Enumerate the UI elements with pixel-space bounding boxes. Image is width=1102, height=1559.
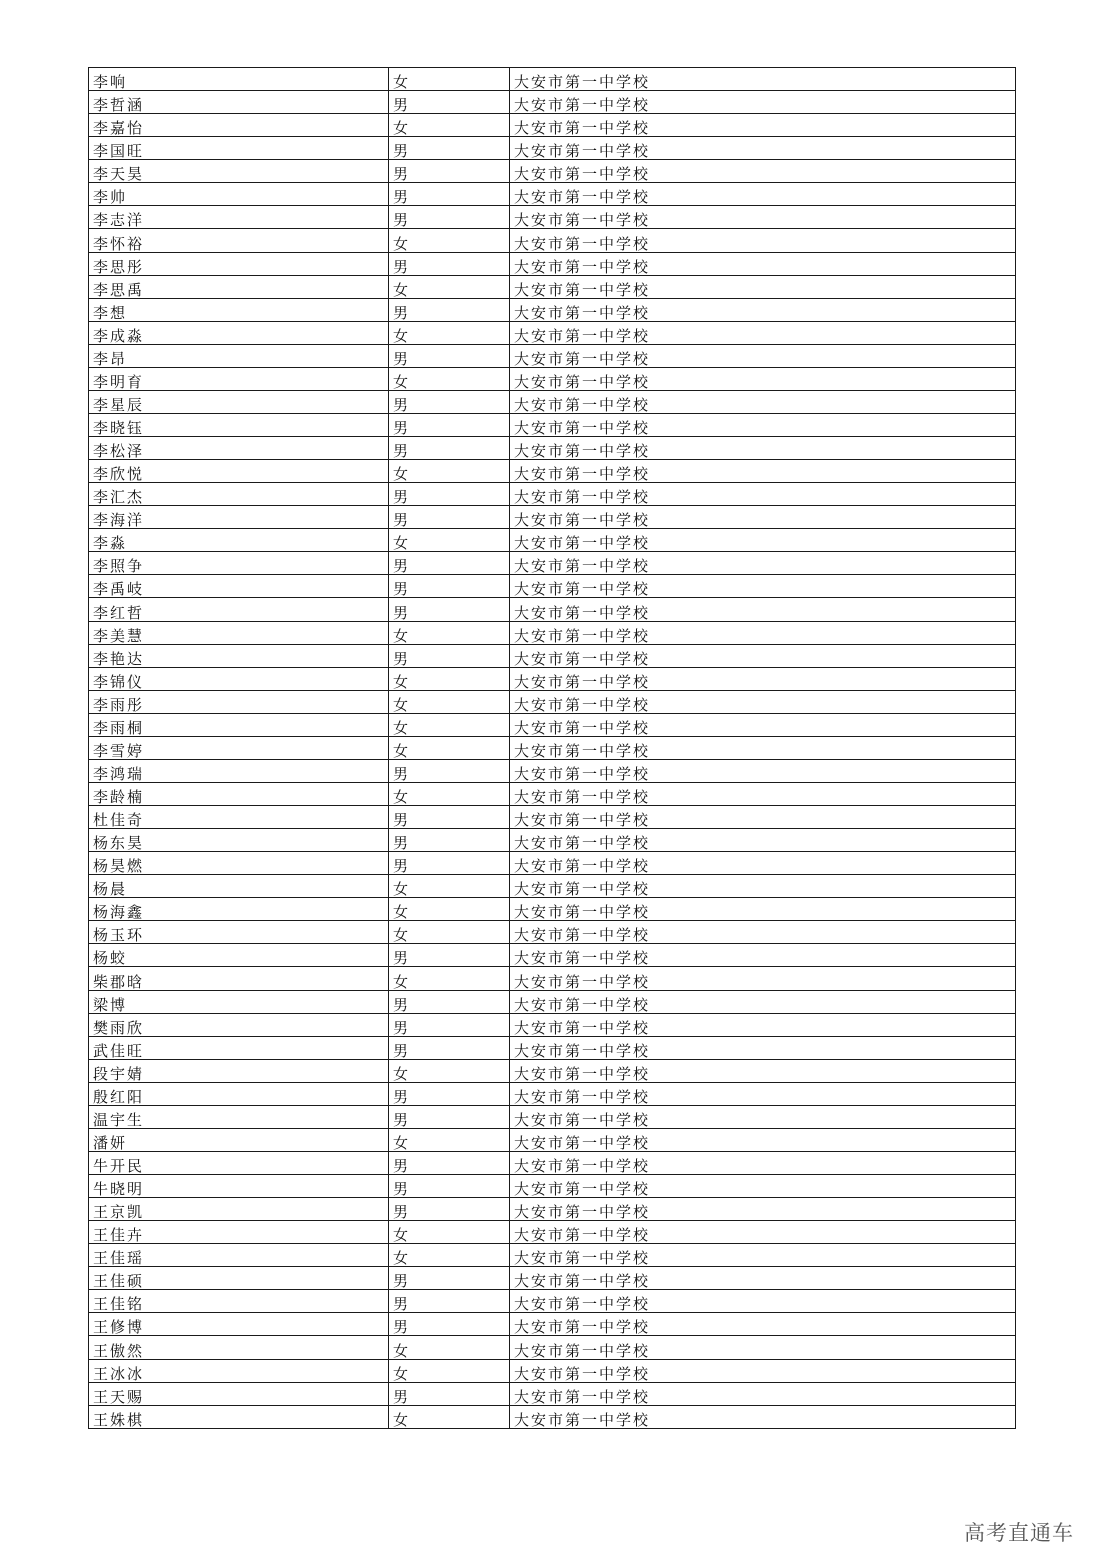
- student-name-cell: 武佳旺: [89, 1036, 389, 1059]
- student-school-cell: 大安市第一中学校: [510, 575, 1016, 598]
- student-name-cell: 温宇生: [89, 1105, 389, 1128]
- student-gender-cell: 男: [389, 91, 510, 114]
- student-name-cell: 杨蛟: [89, 944, 389, 967]
- table-row: [89, 1405, 1016, 1428]
- student-gender-cell: 女: [389, 875, 510, 898]
- student-name-cell: 李嘉怡: [89, 114, 389, 137]
- student-school-cell: 大安市第一中学校: [510, 713, 1016, 736]
- student-school-cell: 大安市第一中学校: [510, 114, 1016, 137]
- table-row: [89, 275, 1016, 298]
- student-name-cell: 李雨桐: [89, 713, 389, 736]
- student-school-cell: 大安市第一中学校: [510, 875, 1016, 898]
- student-name-cell: 杨昊燃: [89, 852, 389, 875]
- student-school-cell: 大安市第一中学校: [510, 1359, 1016, 1382]
- student-name-cell: 李哲涵: [89, 91, 389, 114]
- table-row: [89, 713, 1016, 736]
- student-school-cell: 大安市第一中学校: [510, 759, 1016, 782]
- student-school-cell: 大安市第一中学校: [510, 1128, 1016, 1151]
- student-name-cell: 李明育: [89, 367, 389, 390]
- student-name-cell: 李锦仪: [89, 667, 389, 690]
- table-row: [89, 644, 1016, 667]
- student-name-cell: 李昂: [89, 344, 389, 367]
- table-row: [89, 137, 1016, 160]
- student-name-cell: 李照争: [89, 552, 389, 575]
- student-school-cell: 大安市第一中学校: [510, 1290, 1016, 1313]
- table-row: [89, 852, 1016, 875]
- table-row: [89, 829, 1016, 852]
- student-name-cell: 李雨彤: [89, 690, 389, 713]
- student-school-cell: 大安市第一中学校: [510, 275, 1016, 298]
- student-name-cell: 李思禹: [89, 275, 389, 298]
- student-school-cell: 大安市第一中学校: [510, 68, 1016, 91]
- table-row: [89, 898, 1016, 921]
- student-school-cell: 大安市第一中学校: [510, 413, 1016, 436]
- student-gender-cell: 男: [389, 206, 510, 229]
- student-gender-cell: 女: [389, 690, 510, 713]
- table-row: [89, 1151, 1016, 1174]
- student-school-cell: 大安市第一中学校: [510, 1198, 1016, 1221]
- student-school-cell: 大安市第一中学校: [510, 390, 1016, 413]
- student-gender-cell: 男: [389, 344, 510, 367]
- student-school-cell: 大安市第一中学校: [510, 644, 1016, 667]
- table-row: [89, 690, 1016, 713]
- student-gender-cell: 女: [389, 1336, 510, 1359]
- student-gender-cell: 女: [389, 1059, 510, 1082]
- student-gender-cell: 女: [389, 1244, 510, 1267]
- table-row: [89, 621, 1016, 644]
- student-name-cell: 杨海鑫: [89, 898, 389, 921]
- student-school-cell: 大安市第一中学校: [510, 598, 1016, 621]
- table-row: [89, 252, 1016, 275]
- student-name-cell: 杨东昊: [89, 829, 389, 852]
- student-gender-cell: 男: [389, 1036, 510, 1059]
- student-gender-cell: 女: [389, 736, 510, 759]
- student-name-cell: 王佳硕: [89, 1267, 389, 1290]
- student-school-cell: 大安市第一中学校: [510, 1405, 1016, 1428]
- table-row: [89, 1382, 1016, 1405]
- table-row: [89, 598, 1016, 621]
- student-school-cell: 大安市第一中学校: [510, 91, 1016, 114]
- table-row: [89, 990, 1016, 1013]
- student-name-cell: 李成淼: [89, 321, 389, 344]
- student-school-cell: 大安市第一中学校: [510, 1151, 1016, 1174]
- table-row: [89, 1336, 1016, 1359]
- student-gender-cell: 女: [389, 713, 510, 736]
- student-school-cell: 大安市第一中学校: [510, 967, 1016, 990]
- student-gender-cell: 女: [389, 967, 510, 990]
- student-name-cell: 牛晓明: [89, 1175, 389, 1198]
- table-row: [89, 1244, 1016, 1267]
- table-row: [89, 437, 1016, 460]
- student-gender-cell: 男: [389, 183, 510, 206]
- student-roster-table: [88, 67, 1016, 1429]
- table-row: [89, 1128, 1016, 1151]
- student-name-cell: 李美慧: [89, 621, 389, 644]
- student-school-cell: 大安市第一中学校: [510, 344, 1016, 367]
- roster-body: [89, 68, 1016, 1429]
- table-row: [89, 552, 1016, 575]
- student-school-cell: 大安市第一中学校: [510, 621, 1016, 644]
- student-name-cell: 李志洋: [89, 206, 389, 229]
- table-row: [89, 1013, 1016, 1036]
- table-row: [89, 1036, 1016, 1059]
- student-gender-cell: 男: [389, 1175, 510, 1198]
- student-gender-cell: 男: [389, 437, 510, 460]
- student-gender-cell: 男: [389, 1313, 510, 1336]
- student-gender-cell: 男: [389, 1198, 510, 1221]
- student-name-cell: 李汇杰: [89, 483, 389, 506]
- student-school-cell: 大安市第一中学校: [510, 1013, 1016, 1036]
- table-row: [89, 160, 1016, 183]
- table-row: [89, 483, 1016, 506]
- student-name-cell: 王冰冰: [89, 1359, 389, 1382]
- student-name-cell: 杜佳奇: [89, 806, 389, 829]
- student-gender-cell: 女: [389, 667, 510, 690]
- table-row: [89, 1359, 1016, 1382]
- table-row: [89, 967, 1016, 990]
- student-gender-cell: 男: [389, 1151, 510, 1174]
- table-row: [89, 1313, 1016, 1336]
- table-row: [89, 413, 1016, 436]
- table-row: [89, 114, 1016, 137]
- student-school-cell: 大安市第一中学校: [510, 1221, 1016, 1244]
- student-gender-cell: 女: [389, 1359, 510, 1382]
- student-gender-cell: 男: [389, 1013, 510, 1036]
- student-school-cell: 大安市第一中学校: [510, 990, 1016, 1013]
- student-gender-cell: 女: [389, 275, 510, 298]
- student-name-cell: 李国旺: [89, 137, 389, 160]
- student-school-cell: 大安市第一中学校: [510, 806, 1016, 829]
- student-school-cell: 大安市第一中学校: [510, 1082, 1016, 1105]
- student-gender-cell: 男: [389, 806, 510, 829]
- table-row: [89, 344, 1016, 367]
- student-name-cell: 李禹岐: [89, 575, 389, 598]
- table-row: [89, 229, 1016, 252]
- table-row: [89, 1267, 1016, 1290]
- table-row: [89, 736, 1016, 759]
- student-name-cell: 王佳卉: [89, 1221, 389, 1244]
- student-name-cell: 段宇婧: [89, 1059, 389, 1082]
- student-gender-cell: 男: [389, 575, 510, 598]
- student-gender-cell: 男: [389, 483, 510, 506]
- student-name-cell: 梁博: [89, 990, 389, 1013]
- student-school-cell: 大安市第一中学校: [510, 552, 1016, 575]
- table-row: [89, 1290, 1016, 1313]
- student-gender-cell: 女: [389, 529, 510, 552]
- student-gender-cell: 女: [389, 921, 510, 944]
- student-school-cell: 大安市第一中学校: [510, 944, 1016, 967]
- student-school-cell: 大安市第一中学校: [510, 229, 1016, 252]
- student-name-cell: 杨晨: [89, 875, 389, 898]
- student-gender-cell: 男: [389, 944, 510, 967]
- table-row: [89, 1105, 1016, 1128]
- student-gender-cell: 男: [389, 413, 510, 436]
- student-name-cell: 潘妍: [89, 1128, 389, 1151]
- student-school-cell: 大安市第一中学校: [510, 460, 1016, 483]
- table-row: [89, 806, 1016, 829]
- student-name-cell: 李思彤: [89, 252, 389, 275]
- student-school-cell: 大安市第一中学校: [510, 529, 1016, 552]
- student-school-cell: 大安市第一中学校: [510, 1175, 1016, 1198]
- student-gender-cell: 男: [389, 298, 510, 321]
- student-name-cell: 牛开民: [89, 1151, 389, 1174]
- table-row: [89, 944, 1016, 967]
- table-row: [89, 1198, 1016, 1221]
- student-gender-cell: 女: [389, 898, 510, 921]
- student-gender-cell: 男: [389, 1290, 510, 1313]
- student-gender-cell: 男: [389, 1082, 510, 1105]
- student-school-cell: 大安市第一中学校: [510, 483, 1016, 506]
- student-gender-cell: 男: [389, 552, 510, 575]
- student-gender-cell: 男: [389, 1267, 510, 1290]
- student-gender-cell: 女: [389, 1405, 510, 1428]
- student-name-cell: 李帅: [89, 183, 389, 206]
- student-school-cell: 大安市第一中学校: [510, 1313, 1016, 1336]
- student-name-cell: 李响: [89, 68, 389, 91]
- table-row: [89, 183, 1016, 206]
- student-gender-cell: 男: [389, 598, 510, 621]
- student-name-cell: 李星辰: [89, 390, 389, 413]
- student-name-cell: 李怀裕: [89, 229, 389, 252]
- student-school-cell: 大安市第一中学校: [510, 1382, 1016, 1405]
- student-school-cell: 大安市第一中学校: [510, 1105, 1016, 1128]
- student-school-cell: 大安市第一中学校: [510, 782, 1016, 805]
- student-school-cell: 大安市第一中学校: [510, 367, 1016, 390]
- student-name-cell: 李红哲: [89, 598, 389, 621]
- student-gender-cell: 男: [389, 506, 510, 529]
- table-row: [89, 321, 1016, 344]
- table-row: [89, 91, 1016, 114]
- student-name-cell: 李松泽: [89, 437, 389, 460]
- student-gender-cell: 女: [389, 68, 510, 91]
- student-name-cell: 王京凯: [89, 1198, 389, 1221]
- student-school-cell: 大安市第一中学校: [510, 206, 1016, 229]
- table-row: [89, 1082, 1016, 1105]
- student-gender-cell: 女: [389, 321, 510, 344]
- student-gender-cell: 男: [389, 390, 510, 413]
- student-gender-cell: 男: [389, 759, 510, 782]
- table-row: [89, 667, 1016, 690]
- student-school-cell: 大安市第一中学校: [510, 298, 1016, 321]
- student-gender-cell: 女: [389, 460, 510, 483]
- student-school-cell: 大安市第一中学校: [510, 1244, 1016, 1267]
- student-gender-cell: 男: [389, 852, 510, 875]
- student-name-cell: 王佳铭: [89, 1290, 389, 1313]
- table-row: [89, 367, 1016, 390]
- student-gender-cell: 女: [389, 621, 510, 644]
- student-name-cell: 柴郡晗: [89, 967, 389, 990]
- student-name-cell: 王天赐: [89, 1382, 389, 1405]
- student-gender-cell: 男: [389, 160, 510, 183]
- table-row: [89, 460, 1016, 483]
- student-name-cell: 王佳瑶: [89, 1244, 389, 1267]
- student-gender-cell: 女: [389, 114, 510, 137]
- table-row: [89, 529, 1016, 552]
- student-school-cell: 大安市第一中学校: [510, 437, 1016, 460]
- student-school-cell: 大安市第一中学校: [510, 1059, 1016, 1082]
- student-school-cell: 大安市第一中学校: [510, 321, 1016, 344]
- table-row: [89, 390, 1016, 413]
- student-name-cell: 李淼: [89, 529, 389, 552]
- student-name-cell: 殷红阳: [89, 1082, 389, 1105]
- table-row: [89, 506, 1016, 529]
- student-gender-cell: 男: [389, 1382, 510, 1405]
- student-name-cell: 李天昊: [89, 160, 389, 183]
- student-gender-cell: 女: [389, 1221, 510, 1244]
- student-name-cell: 王姝棋: [89, 1405, 389, 1428]
- table-row: [89, 782, 1016, 805]
- student-name-cell: 李雪婷: [89, 736, 389, 759]
- student-name-cell: 李欣悦: [89, 460, 389, 483]
- student-gender-cell: 女: [389, 367, 510, 390]
- student-name-cell: 樊雨欣: [89, 1013, 389, 1036]
- student-school-cell: 大安市第一中学校: [510, 183, 1016, 206]
- table-row: [89, 206, 1016, 229]
- student-gender-cell: 男: [389, 1105, 510, 1128]
- student-school-cell: 大安市第一中学校: [510, 1267, 1016, 1290]
- student-school-cell: 大安市第一中学校: [510, 252, 1016, 275]
- student-gender-cell: 男: [389, 829, 510, 852]
- student-school-cell: 大安市第一中学校: [510, 160, 1016, 183]
- student-name-cell: 李想: [89, 298, 389, 321]
- student-name-cell: 王修博: [89, 1313, 389, 1336]
- student-school-cell: 大安市第一中学校: [510, 852, 1016, 875]
- student-name-cell: 李鸿瑞: [89, 759, 389, 782]
- table-row: [89, 575, 1016, 598]
- student-name-cell: 杨玉环: [89, 921, 389, 944]
- student-name-cell: 李龄楠: [89, 782, 389, 805]
- student-gender-cell: 女: [389, 229, 510, 252]
- student-school-cell: 大安市第一中学校: [510, 736, 1016, 759]
- student-gender-cell: 女: [389, 782, 510, 805]
- student-school-cell: 大安市第一中学校: [510, 829, 1016, 852]
- student-gender-cell: 女: [389, 1128, 510, 1151]
- student-school-cell: 大安市第一中学校: [510, 506, 1016, 529]
- watermark-text: 高考直通车: [964, 1521, 1074, 1545]
- table-row: [89, 298, 1016, 321]
- table-row: [89, 68, 1016, 91]
- table-row: [89, 921, 1016, 944]
- student-name-cell: 李晓钰: [89, 413, 389, 436]
- table-row: [89, 875, 1016, 898]
- student-gender-cell: 男: [389, 137, 510, 160]
- student-name-cell: 李艳达: [89, 644, 389, 667]
- student-gender-cell: 男: [389, 990, 510, 1013]
- student-name-cell: 李海洋: [89, 506, 389, 529]
- student-school-cell: 大安市第一中学校: [510, 137, 1016, 160]
- student-name-cell: 王傲然: [89, 1336, 389, 1359]
- student-gender-cell: 男: [389, 644, 510, 667]
- table-row: [89, 1059, 1016, 1082]
- table-row: [89, 1175, 1016, 1198]
- student-school-cell: 大安市第一中学校: [510, 1336, 1016, 1359]
- student-gender-cell: 男: [389, 252, 510, 275]
- student-school-cell: 大安市第一中学校: [510, 667, 1016, 690]
- table-row: [89, 1221, 1016, 1244]
- table-row: [89, 759, 1016, 782]
- student-school-cell: 大安市第一中学校: [510, 1036, 1016, 1059]
- student-school-cell: 大安市第一中学校: [510, 690, 1016, 713]
- student-school-cell: 大安市第一中学校: [510, 898, 1016, 921]
- student-school-cell: 大安市第一中学校: [510, 921, 1016, 944]
